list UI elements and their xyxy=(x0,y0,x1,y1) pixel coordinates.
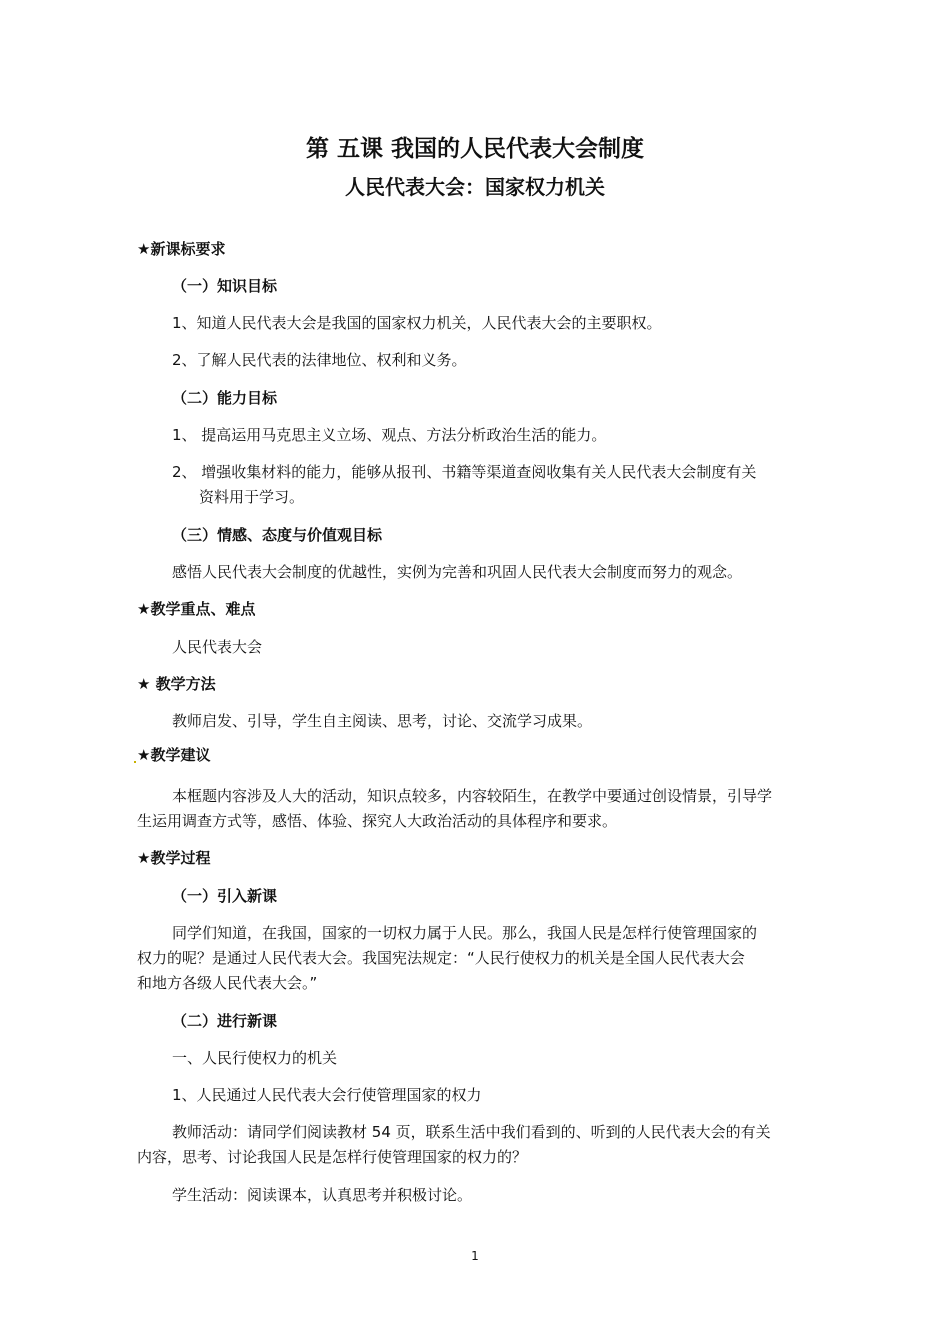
emotion-heading: （三）情感、态度与价值观目标 xyxy=(172,526,383,544)
page-number: 1 xyxy=(471,1249,479,1263)
focus-heading: ★教学重点、难点 xyxy=(137,600,256,618)
suggest-heading: ★教学建议 xyxy=(137,746,211,764)
knowledge-item-2: 2、了解人民代表的法律地位、权利和义务。 xyxy=(172,351,467,369)
student-activity: 学生活动：阅读课本，认真思考并积极讨论。 xyxy=(172,1186,473,1204)
intro-line-1: 同学们知道，在我国，国家的一切权力属于人民。那么，我国人民是怎样行使管理国家的 xyxy=(172,924,758,942)
knowledge-heading: （一）知识目标 xyxy=(172,277,278,295)
page-title: 第 五课 我国的人民代表大会制度 xyxy=(305,136,644,162)
teacher-activity-line-1: 教师活动：请同学们阅读教材 54 页，联系生活中我们看到的、听到的人民代表大会的有关 xyxy=(172,1123,771,1141)
intro-line-3: 和地方各级人民代表大会。” xyxy=(137,974,318,992)
ability-item-1: 1、 提高运用马克思主义立场、观点、方法分析政治生活的能力。 xyxy=(172,426,607,444)
page-subtitle: 人民代表大会：国家权力机关 xyxy=(345,175,605,199)
annotation-mark xyxy=(134,761,136,763)
teacher-activity-line-2: 内容，思考、讨论我国人民是怎样行使管理国家的权力的？ xyxy=(137,1148,528,1166)
part-1-heading: 一、人民行使权力的机关 xyxy=(172,1049,338,1067)
method-text: 教师启发、引导，学生自主阅读、思考，讨论、交流学习成果。 xyxy=(172,712,593,730)
knowledge-item-1: 1、知道人民代表大会是我国的国家权力机关，人民代表大会的主要职权。 xyxy=(172,314,662,332)
ability-item-2-line-2: 资料用于学习。 xyxy=(199,488,305,506)
part-1-subheading: 1、人民通过人民代表大会行使管理国家的权力 xyxy=(172,1086,482,1104)
intro-line-2: 权力的呢？是通过人民代表大会。我国宪法规定：“人民行使权力的机关是全国人民代表大会 xyxy=(137,949,745,967)
ability-item-2-line-1: 2、 增强收集材料的能力，能够从报刊、书籍等渠道查阅收集有关人民代表大会制度有关 xyxy=(172,463,757,481)
emotion-text: 感悟人民代表大会制度的优越性，实例为完善和巩固人民代表大会制度而努力的观念。 xyxy=(172,563,743,581)
method-heading: ★ 教学方法 xyxy=(137,675,216,693)
intro-heading: （一）引入新课 xyxy=(172,887,278,905)
suggest-line-1: 本框题内容涉及人大的活动，知识点较多，内容较陌生，在教学中要通过创设情景，引导学 xyxy=(172,787,773,805)
curriculum-heading: ★新课标要求 xyxy=(137,240,226,258)
new-lesson-heading: （二）进行新课 xyxy=(172,1012,278,1030)
process-heading: ★教学过程 xyxy=(137,849,211,867)
focus-text: 人民代表大会 xyxy=(172,638,263,656)
suggest-line-2: 生运用调查方式等，感悟、体验、探究人大政治活动的具体程序和要求。 xyxy=(137,812,618,830)
ability-heading: （二）能力目标 xyxy=(172,389,278,407)
